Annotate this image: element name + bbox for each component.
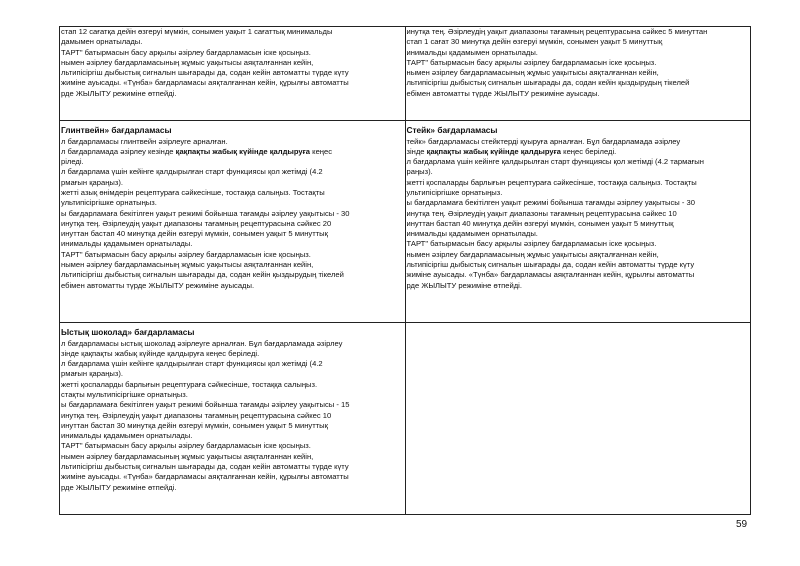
text-line: инимальды қадамымен орнатылады. xyxy=(406,229,538,239)
text-line: нымен әзірлеу бағдарламасының жұмыс уақытысы аяқталғаннан кейін, xyxy=(61,57,314,67)
text-line: ебімен автоматты түрде ЖЫЛЫТУ режиміне ауысады. xyxy=(61,280,255,290)
bold-phrase: қақпақты жабық күйінде қалдыруға xyxy=(175,146,311,156)
text-line: рде ЖЫЛЫТУ режиміне өтпейді. xyxy=(61,482,177,492)
text-line: л бағдарламада әзірлеу кезінде қақпақты жабық күйінде қалдыруға кеңес xyxy=(61,146,333,156)
cell-text xyxy=(407,125,750,291)
text-line: инимальды қадамымен орнатылады. xyxy=(61,239,193,249)
text-line: ТАРТ" батырмасын басу арқылы әзірлеу бағдарламасын іске қосыңыз. xyxy=(61,47,311,57)
text-line: л бағдарлама үшін кейінге қалдырылған старт функциясы қол жетімді (4.2 тармағын xyxy=(406,157,704,167)
text-line: инимальды қадамымен орнатылады. xyxy=(406,47,538,57)
text-line: инутқа тең. Әзірлеудің уақыт диапазоны тағамның рецептурасына сәйкес 20 xyxy=(61,218,332,228)
text-line: инуттан бастап 30 минутқа дейін өзгеруі мүмкін, сонымен уақыт 5 минуттық xyxy=(61,420,328,430)
section-title: Стейк» бағдарламасы xyxy=(406,125,498,135)
text-line: стап 12 сағатқа дейін өзгеруі мүмкін, сонымен уақыт 1 сағаттық минимальды xyxy=(61,27,333,36)
text-line: л бағдарлама үшін кейінге қалдырылған старт функциясы қол жетімді (4.2 xyxy=(61,167,323,177)
text-line: инутқа тең. Әзірлеудің уақыт диапазоны тағамның рецептурасына сәйкес 10 xyxy=(61,410,332,420)
text-line: нымен әзірлеу бағдарламасының жұмыс уақытысы аяқталғаннан кейін, xyxy=(406,249,659,259)
text-line: ТАРТ" батырмасын басу арқылы әзірлеу бағдарламасын іске қосыңыз. xyxy=(406,57,657,67)
cell-text xyxy=(407,27,750,99)
text-line: инутқа тең. Әзірлеудің уақыт диапазоны тағамның рецептурасына сәйкес 5 минуттан xyxy=(406,27,708,36)
cell-text xyxy=(61,125,404,291)
cell-text xyxy=(61,27,404,99)
text-line: ТАРТ" батырмасын басу арқылы әзірлеу бағдарламасын іске қосыңыз. xyxy=(406,239,657,249)
cell-hot-chocolate xyxy=(60,323,406,515)
text-line: л бағдарламасы глинтвейн әзірлеуге арналған. xyxy=(61,136,228,146)
text-line: зінде қақпақты жабық күйінде қалдыруға кеңес беріледі. xyxy=(61,348,260,358)
text-line: льтипісіргіш дыбыстық сигналын шығарады да, содан кейін автоматты түрде күту xyxy=(406,260,695,270)
text-line: стақты мультипісіргішке орнатыңыз. xyxy=(61,389,188,399)
text-line: льтипісіргіш дыбыстық сигналын шығарады да, содан кейін автоматты түрде күту xyxy=(61,462,349,472)
text-line: л бағдарламасы ыстық шоколад әзірлеуге арналған. Бұл бағдарламада әзірлеу xyxy=(61,338,343,348)
text-line: рмағын қараңыз). xyxy=(61,369,123,379)
text-line: ебімен автоматты түрде ЖЫЛЫТУ режиміне ауысады. xyxy=(406,88,600,98)
section-title: Глинтвейн» бағдарламасы xyxy=(61,125,172,135)
text-line: ультипісіргішке орнатыңыз. xyxy=(61,198,157,208)
cell-empty xyxy=(405,323,751,515)
text-line: ТАРТ" батырмасын басу арқылы әзірлеу бағдарламасын іске қосыңыз. xyxy=(61,441,311,451)
text-line: ы бағдарламаға бекітілген уақыт режимі бойынша тағамды әзірлеу уақытысы - 15 xyxy=(61,400,350,410)
text-line: ультипісіргішке орнатыңыз. xyxy=(406,187,503,197)
text-line: инутқа тең. Әзірлеудің уақыт диапазоны тағамның рецептурасына сәйкес 10 xyxy=(406,208,677,218)
text-line: рде ЖЫЛЫТУ режиміне өтпейді. xyxy=(61,88,177,98)
text-line: рмағын қараңыз). xyxy=(61,177,123,187)
text-line: раңыз). xyxy=(406,167,433,177)
text-line: жиміне ауысады. «Түнба» бағдарламасы аяқталғаннан кейін, құрылғы автоматты xyxy=(406,270,695,280)
text-line: рде ЖЫЛЫТУ режиміне өтпейді. xyxy=(406,280,522,290)
cell-glintwein xyxy=(60,121,406,323)
bold-phrase: қақпақты жабық күйінде қалдыруға xyxy=(426,146,562,156)
text-line: инуттан бастап 40 минутқа дейін өзгеруі мүмкін, сонымен уақыт 5 минуттық xyxy=(61,229,328,239)
text-line: жиміне ауысады. «Түнба» бағдарламасы аяқталғаннан кейін, құрылғы автоматты xyxy=(61,78,349,88)
section-title: Ыстық шоколад» бағдарламасы xyxy=(61,327,195,337)
text-line: льтипісіргіш дыбыстық сигналын шығарады да, содан кейін автоматты түрде күту xyxy=(61,68,349,78)
text-line: жетті қоспаларды барлығын рецептураға сәйкесінше, тостаққа салыңыз. Тостақты xyxy=(406,177,697,187)
page-number: 59 xyxy=(736,519,748,530)
table-row xyxy=(60,27,751,121)
text-line: жетті азық өнімдерін рецептураға сәйкесінше, тостаққа салыңыз. Тостақты xyxy=(61,187,325,197)
text-line: ы бағдарламаға бекітілген уақыт режимі бойынша тағамды әзірлеу уақытысы - 30 xyxy=(406,198,695,208)
text-line: инимальды қадамымен орнатылады. xyxy=(61,431,193,441)
cell-steak xyxy=(405,121,751,323)
table-row xyxy=(60,323,751,515)
cell-top-right xyxy=(405,27,751,121)
text-line: льтипісіргіш дыбыстық сигналын шығарады да, содан кейін қыздырудың тікелей xyxy=(61,270,344,280)
cell-text xyxy=(61,327,404,493)
text-line: льтипісіргіш дыбыстық сигналын шығарады да, содан кейін қыздырудың тікелей xyxy=(406,78,690,88)
text-line: тейк» бағдарламасы стейктерді қуыруға арналған. Бұл бағдарламада әзірлеу xyxy=(406,136,681,146)
text-line: ТАРТ" батырмасын басу арқылы әзірлеу бағдарламасын іске қосыңыз. xyxy=(61,249,311,259)
text-line: жиміне ауысады. «Түнба» бағдарламасы аяқталғаннан кейін, құрылғы автоматты xyxy=(61,472,349,482)
cell-top-left xyxy=(60,27,406,121)
instruction-table xyxy=(59,26,751,515)
text-line: жетті қоспаларды барлығын рецептураға сәйкесінше, тостаққа салыңыз. xyxy=(61,379,318,389)
text-line: нымен әзірлеу бағдарламасының жұмыс уақытысы аяқталғаннан кейін, xyxy=(406,68,659,78)
text-line: инуттан бастап 40 минутқа дейін өзгеруі мүмкін, сонымен уақыт 5 минуттық xyxy=(406,218,674,228)
table-row xyxy=(60,121,751,323)
text-line: нымен әзірлеу бағдарламасының жұмыс уақытысы аяқталғаннан кейін, xyxy=(61,451,314,461)
text-line: ы бағдарламаға бекітілген уақыт режимі бойынша тағамды әзірлеу уақытысы - 30 xyxy=(61,208,350,218)
text-line: нымен әзірлеу бағдарламасының жұмыс уақытысы аяқталғаннан кейін, xyxy=(61,260,314,270)
text-line: ріледі. xyxy=(61,157,84,167)
text-line: л бағдарлама үшін кейінге қалдырылған старт функциясы қол жетімді (4.2 xyxy=(61,359,323,369)
text-line: зінде қақпақты жабық күйінде қалдыруға кеңес беріледі. xyxy=(406,146,617,156)
text-line: дамымен орнатылады. xyxy=(61,37,143,47)
text-line: стап 1 сағат 30 минутқа дейін өзгеруі мүмкін, сонымен уақыт 5 минуттық xyxy=(406,37,663,47)
